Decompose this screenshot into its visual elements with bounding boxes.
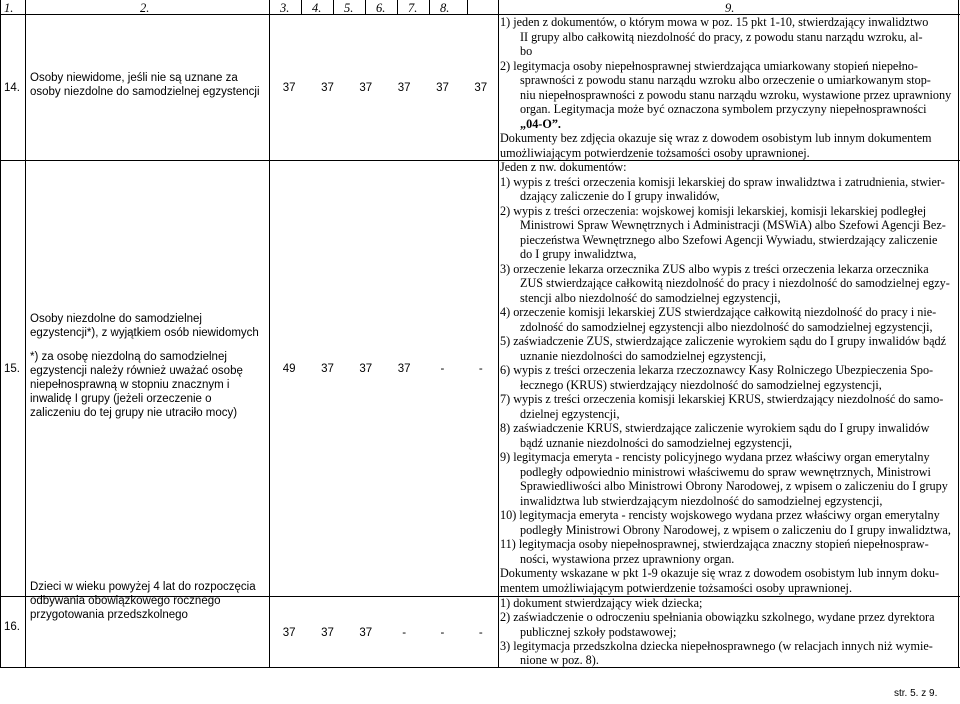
doc-line: 11) legitymacja osoby niepełnosprawnej, stwierdzająca znaczny stopień niepełnospraw- — [500, 537, 929, 551]
doc-line: Sprawiedliwości albo Ministrowi Obrony Narodowej, z wpisem o zaliczeniu do I grupy — [520, 479, 948, 493]
doc-line: 6) wypis z treści orzeczenia lekarza rzeczoznawcy Kasy Rolniczego Ubezpieczenia Spo- — [500, 363, 934, 377]
doc-line: publicznej szkoły podstawowej; — [520, 625, 677, 639]
doc-line: pieczeństwa Wewnętrznego albo Szefowi Agencji Wywiadu, stwierdzający zaliczenie — [520, 233, 938, 247]
doc-line: 3) legitymacja przedszkolna dziecka niepełnosprawnego (w relacjach innych niż wymie- — [500, 639, 933, 653]
header-col-3: 3. — [280, 1, 290, 15]
value-cell: 37 — [282, 82, 296, 94]
doc-line: „04-O”. — [520, 117, 561, 131]
category-text: Dzieci w wieku powyżej 4 lat do rozpoczęcia odbywania obowiązkowego rocznego przygotowania przedszkolnego — [30, 581, 256, 621]
doc-line: 4) orzeczenie komisji lekarskiej ZUS stwierdzające całkowitą niezdolność do pracy i nie- — [500, 305, 937, 319]
value-cell: 37 — [359, 627, 373, 639]
column-divider — [333, 0, 334, 15]
doc-line: do I grupy inwalidztwa, — [520, 247, 637, 261]
category-text: Osoby niewidome, jeśli nie są uznane za osoby niezdolne do samodzielnej egzystencji — [30, 72, 260, 98]
doc-line: II grupy albo całkowitą niezdolność do pracy, z powodu stanu narządu wzroku, al- — [520, 30, 923, 44]
value-cell: 37 — [359, 82, 373, 94]
header-col-9: 9. — [725, 1, 735, 15]
doc-line: dzielnej egzystencji, — [520, 407, 620, 421]
doc-line: 2) wypis z treści orzeczenia: wojskowej komisji lekarskiej, komisji lekarskiej podległej — [500, 204, 927, 218]
doc-line: 1) jeden z dokumentów, o którym mowa w poz. 15 pkt 1-10, stwierdzający inwalidztwo — [500, 15, 929, 29]
header-col-1: 1. — [4, 1, 14, 15]
column-divider — [397, 0, 398, 15]
doc-line: mentem umożliwiającym potwierdzenie tożsamości osoby uprawnionej. — [500, 581, 852, 595]
column-divider — [301, 0, 302, 15]
value-cell: 37 — [321, 82, 334, 94]
value-cell: 37 — [321, 627, 334, 639]
doc-line: umożliwiającym potwierdzenie tożsamości osoby uprawnionej. — [500, 146, 810, 160]
value-cell: - — [402, 627, 407, 639]
value-cell: 37 — [474, 82, 488, 94]
row-number: 16. — [4, 621, 20, 633]
header-col-7: 7. — [408, 1, 418, 15]
value-cell: - — [440, 627, 445, 639]
doc-line: dzający zaliczenie do I grupy inwalidów, — [520, 189, 720, 203]
value-cell: 37 — [359, 363, 373, 375]
value-cell: - — [440, 363, 445, 375]
table-border-bottom — [0, 667, 960, 668]
doc-line: sprawności z powodu stanu narządu wzroku albo orzeczenie o umiarkowanym stop- — [520, 73, 931, 87]
doc-line: 5) zaświadczenie ZUS, stwierdzające zaliczenie wyrokiem sądu do I grupy inwalidów bądź — [500, 334, 947, 348]
column-divider — [25, 0, 26, 668]
value-cell: 37 — [436, 82, 449, 94]
doc-line: 8) zaświadczenie KRUS, stwierdzające zaliczenie wyrokiem sądu do I grupy inwalidów — [500, 421, 930, 435]
value-cell: 37 — [282, 627, 296, 639]
doc-line: bo — [520, 44, 533, 58]
doc-line: 1) dokument stwierdzający wiek dziecka; — [500, 596, 703, 610]
values-row — [270, 362, 500, 376]
doc-line: nione w poz. 8). — [520, 653, 599, 667]
doc-line: Jeden z nw. dokumentów: — [500, 160, 627, 174]
doc-line: stencji albo niezdolność do samodzielnej egzystencji, — [520, 291, 781, 305]
header-col-4: 4. — [312, 1, 322, 15]
doc-line: uznanie niezdolności do samodzielnej egzystencji, — [520, 349, 767, 363]
doc-line: 7) wypis z treści orzeczenia komisji lekarskiej KRUS, stwierdzający niezdolność do samo- — [500, 392, 944, 406]
value-cell: 37 — [397, 363, 411, 375]
row-number: 15. — [4, 363, 20, 375]
column-divider — [429, 0, 430, 15]
table-border-left — [0, 0, 1, 668]
values-row — [270, 81, 500, 95]
doc-line: łecznego (KRUS) stwierdzający niezdolność do samodzielnej egzystencji, — [520, 378, 882, 392]
row-divider — [0, 160, 960, 161]
doc-line: 10) legitymacja emeryta - rencisty wojskowego wydana przez właściwy organ emerytalny — [500, 508, 940, 522]
doc-line: 3) orzeczenie lekarza orzecznika ZUS albo wypis z treści orzeczenia lekarza orzecznika — [500, 262, 929, 276]
doc-line: 1) wypis z treści orzeczenia komisji lekarskiej do spraw inwalidztwa i zatrudnienia, stwier- — [500, 175, 945, 189]
category-text: Osoby niezdolne do samodzielnej egzystencji*), z wyjątkiem osób niewidomych — [30, 313, 259, 339]
header-col-8: 8. — [440, 1, 450, 15]
header-col-2: 2. — [140, 1, 150, 15]
row-number: 14. — [4, 82, 20, 94]
doc-line: 2) legitymacja osoby niepełnosprawnej stwierdzająca umiarkowany stopień niepełno- — [500, 59, 918, 73]
doc-line: inwalidztwa lub stwierdzającym niezdolność do samodzielnej egzystencji, — [520, 494, 883, 508]
column-divider — [467, 0, 468, 15]
doc-line: organ. Legitymacja może być oznaczona symbolem przyczyny niepełnosprawności — [520, 102, 927, 116]
doc-line: 9) legitymacja emeryta - rencisty policyjnego wydana przez właściwy organ emerytalny — [500, 450, 930, 464]
doc-line: zdolność do samodzielnej egzystencji albo niezdolność do samodzielnej egzystencji, — [520, 320, 933, 334]
doc-line: 2) zaświadczenie o odroczeniu spełniania obowiązku szkolnego, wydane przez dyrektora — [500, 610, 935, 624]
values-row — [270, 626, 500, 640]
doc-line: podległy Ministrowi Obrony Narodowej, z wpisem o zaliczeniu do I grupy inwalidztwa, — [520, 523, 951, 537]
value-cell: 49 — [282, 363, 296, 375]
value-cell: - — [478, 627, 483, 639]
header-col-5: 5. — [344, 1, 354, 15]
value-cell: 37 — [321, 363, 334, 375]
header-col-6: 6. — [376, 1, 386, 15]
doc-line: Ministrowi Spraw Wewnętrznych i Administracji (MSWiA) albo Szefowi Agencji Bez- — [520, 218, 946, 232]
doc-line: ności, wystawiona przez uprawniony organ. — [520, 552, 735, 566]
value-cell: 37 — [397, 82, 411, 94]
doc-line: niu niepełnosprawności z powodu stanu narządu wzroku, wystawione przez uprawniony — [520, 88, 952, 102]
doc-line: Dokumenty wskazane w pkt 1-9 okazuje się wraz z dowodem osobistym lub innym doku- — [500, 566, 939, 580]
value-cell: - — [478, 363, 483, 375]
category-footnote: *) za osobę niezdolną do samodzielnej egzystencji należy również uważać osobę niepełnosprawną w stopniu znacznym i inwalidę I grupy (jeżeli orzeczenie o zaliczeniu do tej grupy nie utraciło mocy) — [30, 351, 243, 419]
doc-line: podległy odpowiednio ministrowi właściwemu do spraw wewnętrznych, Ministrowi — [520, 465, 931, 479]
column-divider — [498, 0, 499, 668]
doc-line: bądź uznanie niezdolności do samodzielnej egzystencji, — [520, 436, 793, 450]
page-number: str. 5. z 9. — [894, 688, 938, 699]
doc-line: Dokumenty bez zdjęcia okazuje się wraz z dowodem osobistym lub innym dokumentem — [500, 131, 932, 145]
doc-line: ZUS stwierdzające całkowitą niezdolność do pracy i niezdolność do samodzielnej egzy- — [520, 276, 950, 290]
table-border-right — [958, 0, 959, 668]
column-divider — [269, 0, 270, 668]
column-divider — [365, 0, 366, 15]
